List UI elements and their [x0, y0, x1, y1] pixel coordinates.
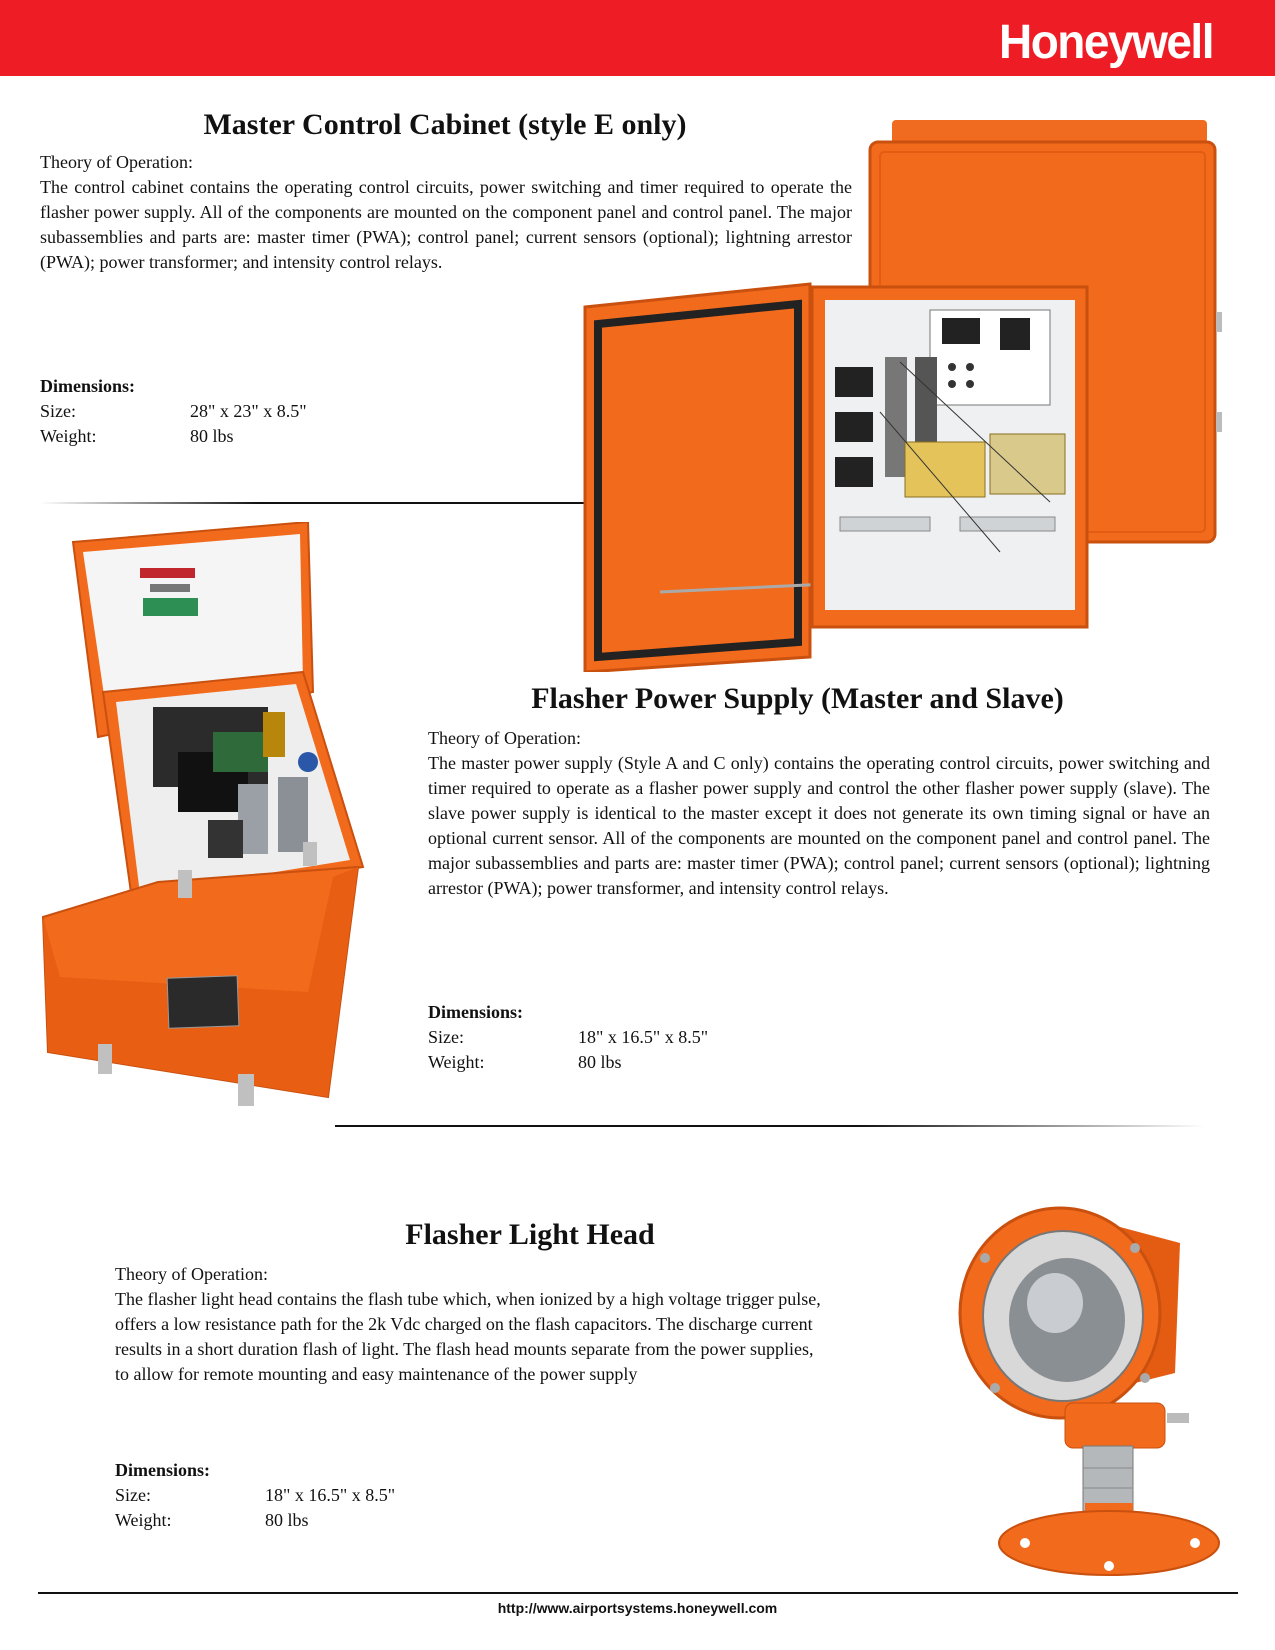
theory-label: Theory of Operation: [115, 1264, 268, 1284]
weight-value: 80 lbs [190, 426, 234, 446]
size-value: 18" x 16.5" x 8.5" [578, 1027, 709, 1047]
size-value: 18" x 16.5" x 8.5" [265, 1485, 396, 1505]
section-body-flasher-light-head [115, 1262, 955, 1387]
theory-text-line: to allow for remote mounting and easy maintenance of the power supply [115, 1364, 638, 1384]
theory-text-line: results in a short duration flash of light. The flash head mounts separate from the power supplies, [115, 1339, 814, 1359]
size-label: Size: [115, 1485, 151, 1505]
flasher-light-head-photo [955, 1198, 1225, 1578]
theory-text-line: The flasher light head contains the flash tube which, when ionized by a high voltage trigger pulse, [115, 1289, 821, 1309]
master-control-cabinet-photo [580, 112, 1240, 672]
weight-value: 80 lbs [265, 1510, 309, 1530]
theory-label: Theory of Operation: [428, 728, 581, 748]
flasher-power-supply-photo [38, 522, 378, 1172]
theory-text: The master power supply (Style A and C only) contains the operating control circuits, power switching and timer required to operate as a flasher power supply and control the other flasher power supply (slave). The slave power supply is identical to the master except it does not generate its own timing signal or have an optional current sensor. All of the components are mounted on the component panel and control panel. The major subassemblies and parts are: master timer (PWA); control panel; current sensors (optional); lightning arrestor (PWA); power transformer, and intensity control relays. [428, 753, 1210, 898]
section-title-flasher-light-head: Flasher Light Head [405, 1218, 655, 1251]
size-value: 28" x 23" x 8.5" [190, 401, 307, 421]
footer-website-link[interactable]: http://www.airportsystems.honeywell.com [497, 1600, 778, 1616]
section-body-flasher-power-supply [428, 726, 1210, 901]
dimensions-label: Dimensions: [40, 376, 136, 396]
weight-value: 80 lbs [578, 1052, 622, 1072]
size-label: Size: [428, 1027, 464, 1047]
header-bar [0, 0, 1275, 76]
footer-divider [38, 1592, 1238, 1594]
theory-text-line: offers a low resistance path for the 2k Vdc charged on the flash capacitors. The discharge current [115, 1314, 813, 1334]
section-divider [335, 1125, 1205, 1127]
weight-label: Weight: [40, 426, 97, 446]
theory-text: The control cabinet contains the operating control circuits, power switching and timer required to operate the flasher power supply. All of the components are mounted on the component panel and control panel. The major subassemblies and parts are: master timer (PWA); control panel; current sensors (optional); lightning arrestor (PWA); power transformer; and intensity control relays. [40, 177, 852, 272]
weight-label: Weight: [115, 1510, 172, 1530]
theory-label: Theory of Operation: [40, 152, 193, 172]
weight-label: Weight: [428, 1052, 485, 1072]
size-label: Size: [40, 401, 76, 421]
section-divider [40, 502, 588, 504]
dimensions-flasher-power-supply [428, 1000, 708, 1075]
section-title-master-control-cabinet: Master Control Cabinet (style E only) [203, 108, 687, 141]
dimensions-label: Dimensions: [428, 1002, 524, 1022]
dimensions-flasher-light-head [115, 1458, 395, 1533]
dimensions-master-control-cabinet [40, 374, 307, 449]
honeywell-logo: Honeywell [998, 13, 1213, 69]
section-title-flasher-power-supply: Flasher Power Supply (Master and Slave) [531, 682, 1064, 715]
dimensions-label: Dimensions: [115, 1460, 211, 1480]
